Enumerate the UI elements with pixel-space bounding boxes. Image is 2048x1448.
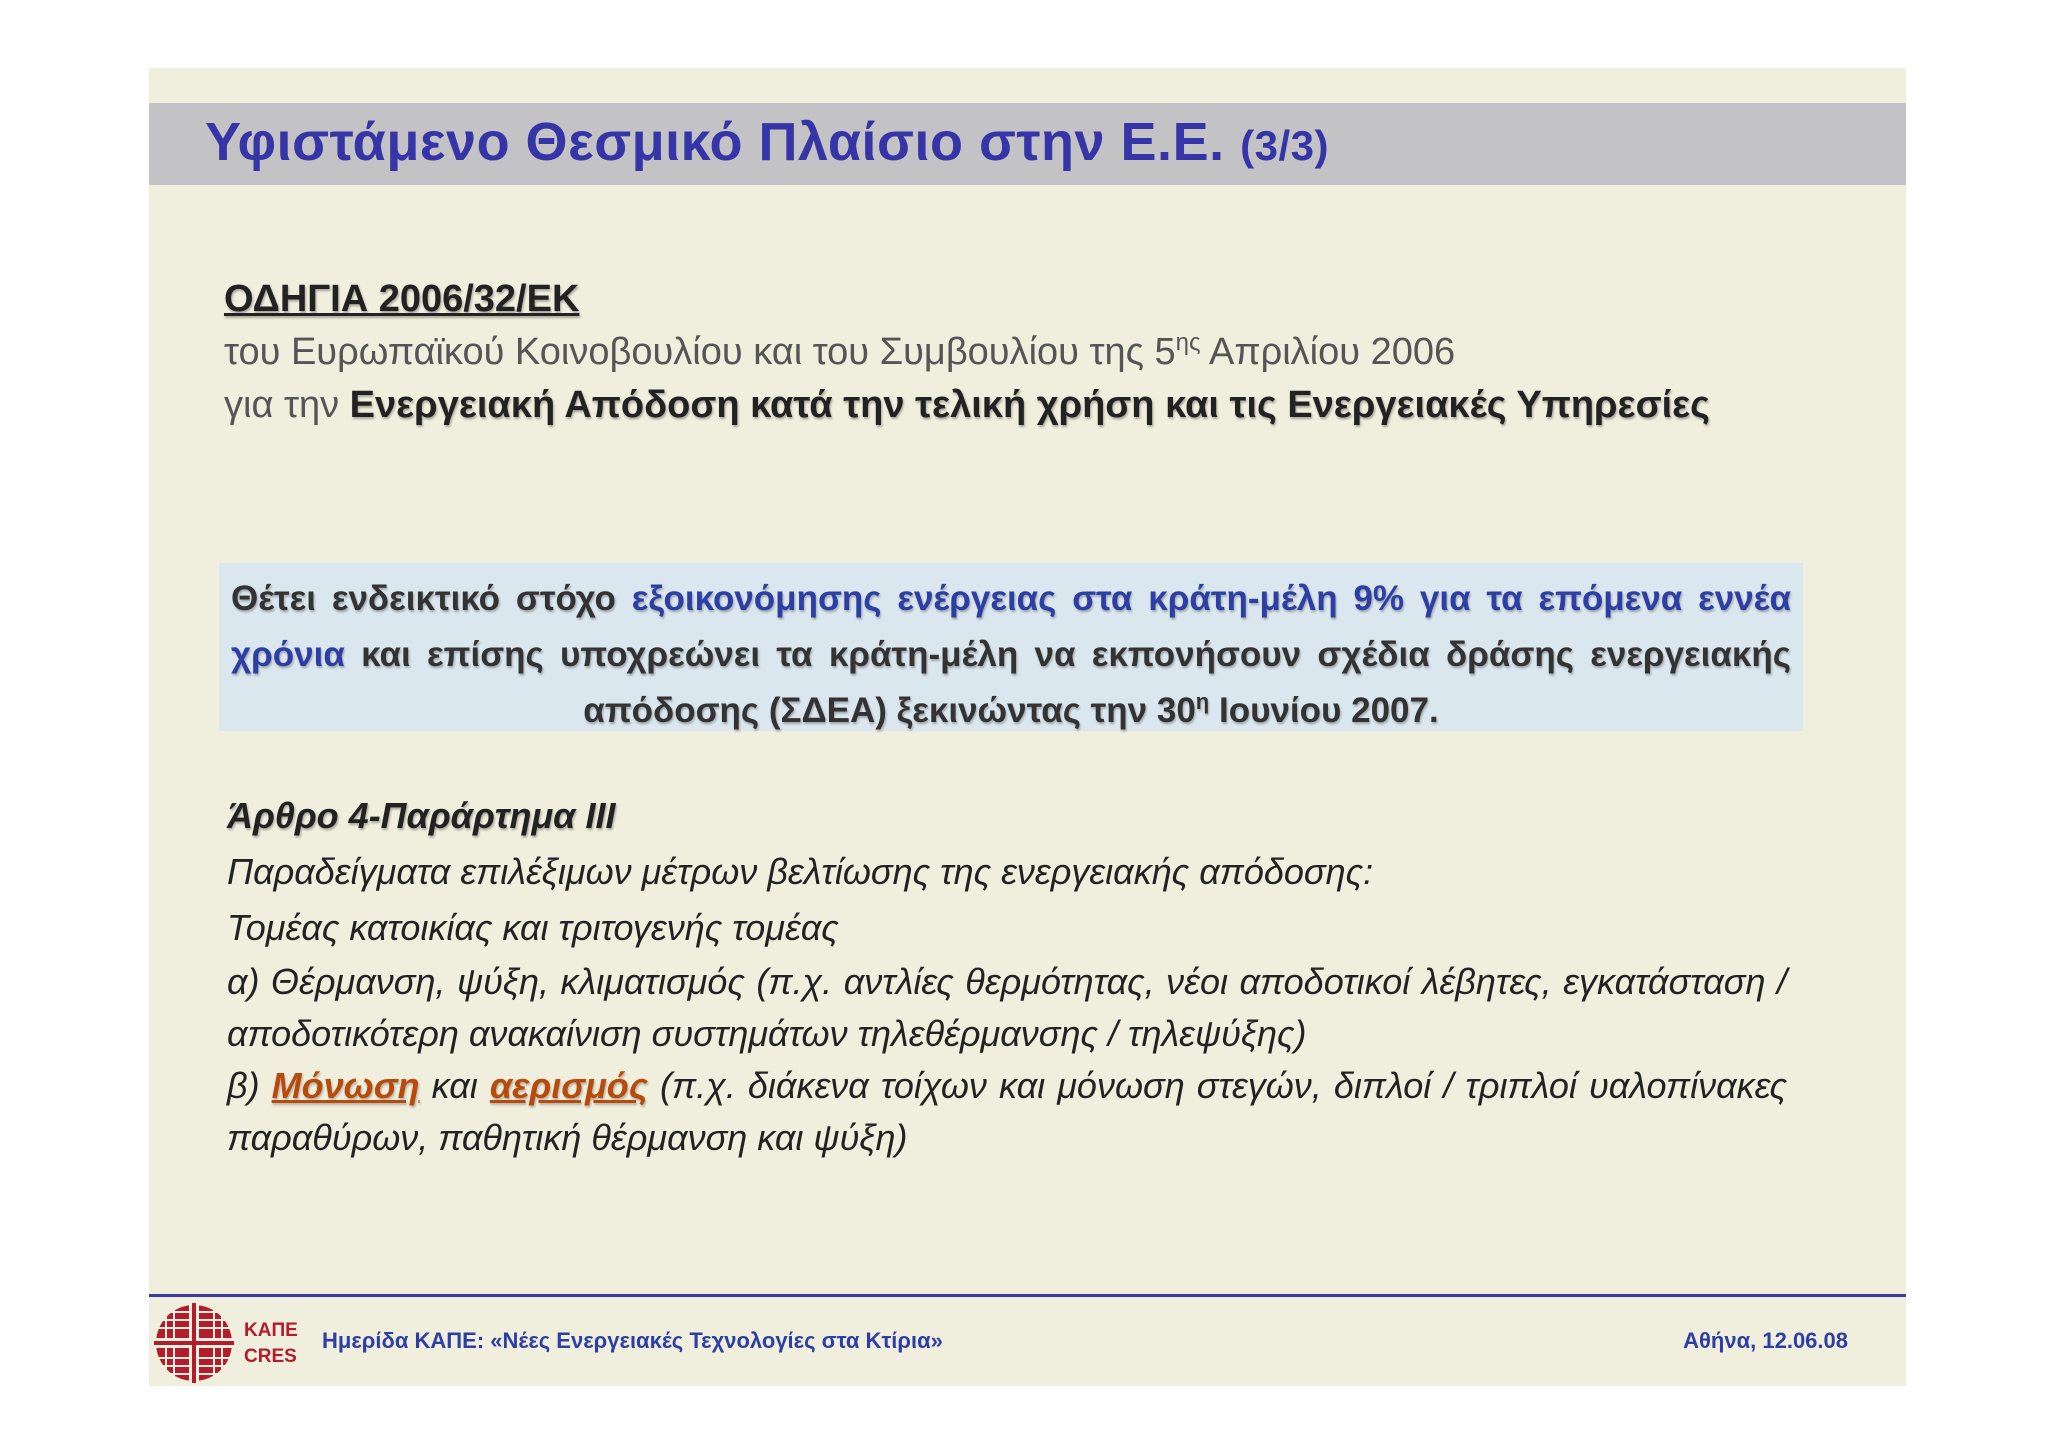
article-block bbox=[227, 788, 1787, 1164]
footer-date: Αθήνα, 12.06.08 bbox=[1683, 1328, 1848, 1353]
target-box bbox=[219, 563, 1803, 731]
footer-event: Ημερίδα ΚΑΠΕ: «Νέες Ενεργειακές Τεχνολογίες στα Κτίρια» bbox=[322, 1328, 943, 1353]
item-b-ventilation: αερισμός bbox=[489, 1065, 648, 1106]
directive-line-2 bbox=[224, 379, 1844, 432]
directive-line-1-pre: του Ευρωπαϊκού Κοινοβουλίου και του Συμβουλίου της 5 bbox=[224, 331, 1176, 373]
item-b-insulation: Μόνωση bbox=[271, 1065, 420, 1106]
article-line-1: Παραδείγματα επιλέξιμων μέτρων βελτίωσης της ενεργειακής απόδοσης: bbox=[227, 851, 1374, 892]
article-heading: Άρθρο 4-Παράρτημα ΙΙΙ bbox=[227, 795, 616, 836]
target-sup: η bbox=[1195, 689, 1210, 714]
item-b-post: (π.χ. διάκενα τοίχων και μόνωση στεγών, διπλοί / τριπλοί υαλοπίνακες παραθύρων, παθητική θέρμανση και ψύξη) bbox=[227, 1065, 1788, 1158]
article-item-b bbox=[227, 1060, 1787, 1164]
target-highlight: εξοικονόμησης ενέργειας στα κράτη-μέλη 9% για τα επόμενα εννέα χρόνια bbox=[231, 579, 1791, 674]
logo-text-cres: CRES bbox=[244, 1346, 297, 1367]
target-part-3: και επίσης υποχρεώνει τα κράτη-μέλη να εκπονήσουν σχέδια δράσης ενεργειακής απόδοσης (ΣΔΕΑ) ξεκινώντας την 30 bbox=[344, 635, 1791, 730]
target-part-4: Ιουνίου 2007. bbox=[1209, 691, 1439, 730]
title-counter: (3/3) bbox=[1240, 122, 1329, 169]
kape-cres-logo bbox=[154, 1300, 314, 1386]
article-item-a: α) Θέρμανση, ψύξη, κλιματισμός (π.χ. αντλίες θερμότητας, νέοι αποδοτικοί λέβητες, εγκατάσταση / αποδοτικότερη ανακαίνιση συστημάτων τηλεθέρμανσης / τηλεψύξης) bbox=[227, 961, 1787, 1054]
slide bbox=[149, 68, 1906, 1386]
directive-line-1-post: Απριλίου 2006 bbox=[1200, 331, 1456, 373]
slide-title bbox=[205, 111, 1329, 173]
directive-subject: Ενεργειακή Απόδοση κατά την τελική χρήση και τις Ενεργειακές Υπηρεσίες bbox=[349, 384, 1710, 426]
article-line-2: Τομέας κατοικίας και τριτογενής τομέας bbox=[227, 907, 839, 948]
logo-emblem-icon bbox=[154, 1302, 234, 1384]
title-main: Υφιστάμενο Θεσμικό Πλαίσιο στην Ε.Ε. bbox=[205, 112, 1225, 172]
footer-divider bbox=[149, 1294, 1906, 1297]
item-b-mid: και bbox=[419, 1065, 490, 1106]
item-b-pre: β) bbox=[227, 1065, 272, 1106]
directive-line-2-pre: για την bbox=[224, 384, 350, 426]
title-bar bbox=[149, 103, 1906, 185]
directive-block bbox=[224, 273, 1844, 432]
directive-line-1 bbox=[224, 326, 1844, 379]
directive-heading: ΟΔΗΓΙΑ 2006/32/ΕΚ bbox=[224, 278, 580, 320]
logo-text-kape: ΚΑΠΕ bbox=[244, 1320, 298, 1341]
target-part-1: Θέτει ενδεικτικό στόχο bbox=[231, 579, 632, 618]
directive-line-1-sup: ης bbox=[1175, 329, 1201, 356]
